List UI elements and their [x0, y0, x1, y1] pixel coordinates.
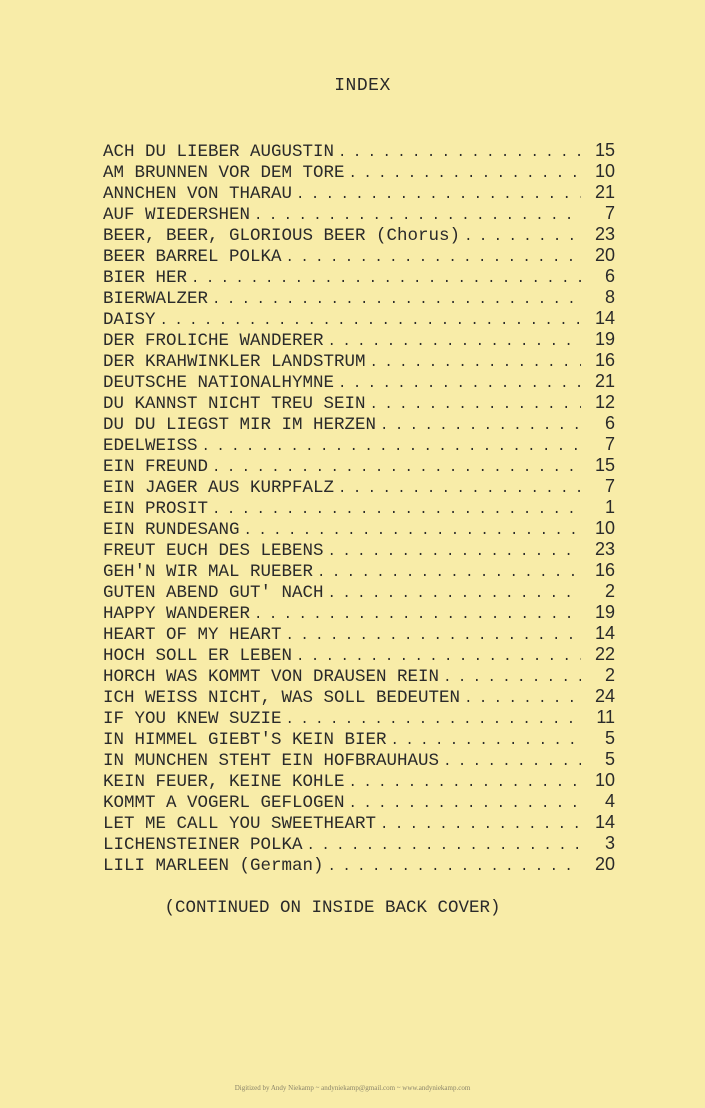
index-entry — [103, 770, 615, 791]
entry-title: BEER, BEER, GLORIOUS BEER (Chorus) — [103, 226, 461, 245]
dot-leader — [191, 269, 581, 287]
index-entry — [103, 581, 615, 602]
dot-leader — [160, 311, 581, 329]
entry-page-number: 22 — [594, 644, 615, 664]
index-entry — [103, 812, 615, 833]
dot-leader — [349, 794, 581, 812]
entry-page-number: 20 — [594, 854, 615, 874]
entry-page-number: 14 — [594, 812, 615, 832]
dot-leader — [286, 248, 581, 266]
index-entry — [103, 266, 615, 287]
entry-page-number: 14 — [594, 308, 615, 328]
index-entry — [103, 644, 615, 665]
dot-leader — [349, 164, 581, 182]
index-entry — [103, 245, 615, 266]
dot-leader — [380, 815, 581, 833]
index-entry — [103, 182, 615, 203]
dot-leader — [254, 605, 581, 623]
dot-leader — [443, 668, 581, 686]
dot-leader — [286, 626, 581, 644]
entry-page-number: 21 — [594, 371, 615, 391]
entry-title: BIERWALZER — [103, 289, 209, 308]
entry-title: EIN RUNDESANG — [103, 520, 240, 539]
index-entry — [103, 854, 615, 875]
entry-page-number: 11 — [596, 707, 615, 727]
index-entry — [103, 455, 615, 476]
dot-leader — [370, 353, 581, 371]
entry-page-number: 19 — [594, 329, 615, 349]
entry-title: ANNCHEN VON THARAU — [103, 184, 293, 203]
dot-leader — [307, 836, 581, 854]
entry-title: HAPPY WANDERER — [103, 604, 251, 623]
entry-page-number: 15 — [594, 140, 615, 160]
index-entry — [103, 665, 615, 686]
entry-title: HORCH WAS KOMMT VON DRAUSEN REIN — [103, 667, 440, 686]
continued-note: (CONTINUED ON INSIDE BACK COVER) — [164, 898, 501, 918]
dot-leader — [328, 857, 581, 875]
entry-title: AUF WIEDERSHEN — [103, 205, 251, 224]
index-entry — [103, 371, 615, 392]
index-entry — [103, 539, 615, 560]
entry-title: IN MUNCHEN STEHT EIN HOFBRAUHAUS — [103, 751, 440, 770]
entry-title: DEUTSCHE NATIONALHYMNE — [103, 373, 335, 392]
entry-page-number: 5 — [604, 728, 615, 748]
entry-title: LILI MARLEEN (German) — [103, 856, 324, 875]
dot-leader — [338, 374, 581, 392]
entry-title: LET ME CALL YOU SWEETHEART — [103, 814, 377, 833]
index-entry — [103, 224, 615, 245]
entry-title: EIN JAGER AUS KURPFALZ — [103, 478, 335, 497]
dot-leader — [464, 689, 581, 707]
entry-title: DU DU LIEGST MIR IM HERZEN — [103, 415, 377, 434]
entry-page-number: 20 — [594, 245, 615, 265]
dot-leader — [464, 227, 581, 245]
entry-title: ICH WEISS NICHT, WAS SOLL BEDEUTEN — [103, 688, 461, 707]
entry-title: DER FROLICHE WANDERER — [103, 331, 324, 350]
entry-page-number: 15 — [594, 455, 615, 475]
entry-title: KEIN FEUER, KEINE KOHLE — [103, 772, 345, 791]
entry-title: AM BRUNNEN VOR DEM TORE — [103, 163, 345, 182]
entry-page-number: 3 — [604, 833, 615, 853]
entry-title: EIN PROSIT — [103, 499, 209, 518]
index-entry — [103, 161, 615, 182]
entry-title: IN HIMMEL GIEBT'S KEIN BIER — [103, 730, 387, 749]
entry-page-number: 7 — [604, 203, 615, 223]
page-title: INDEX — [334, 76, 391, 96]
index-entry — [103, 791, 615, 812]
entry-title: HEART OF MY HEART — [103, 625, 282, 644]
index-entry — [103, 833, 615, 854]
entry-page-number: 5 — [604, 749, 615, 769]
index-entry — [103, 602, 615, 623]
dot-leader — [338, 143, 581, 161]
entry-title: KOMMT A VOGERL GEFLOGEN — [103, 793, 345, 812]
entry-page-number: 19 — [594, 602, 615, 622]
dot-leader — [212, 290, 581, 308]
entry-page-number: 10 — [594, 770, 615, 790]
index-entry — [103, 749, 615, 770]
dot-leader — [202, 437, 581, 455]
dot-leader — [286, 710, 581, 728]
index-entry — [103, 413, 615, 434]
entry-page-number: 23 — [594, 539, 615, 559]
dot-leader — [380, 416, 581, 434]
index-entry — [103, 476, 615, 497]
dot-leader — [328, 542, 581, 560]
entry-title: IF YOU KNEW SUZIE — [103, 709, 282, 728]
entry-title: FREUT EUCH DES LEBENS — [103, 541, 324, 560]
index-entry — [103, 434, 615, 455]
entry-page-number: 2 — [604, 581, 615, 601]
entry-page-number: 24 — [594, 686, 615, 706]
entry-page-number: 7 — [604, 434, 615, 454]
entry-page-number: 6 — [604, 413, 615, 433]
dot-leader — [244, 521, 581, 539]
dot-leader — [212, 458, 581, 476]
index-entry — [103, 497, 615, 518]
entry-page-number: 6 — [604, 266, 615, 286]
entry-page-number: 10 — [594, 161, 615, 181]
entry-title: GEH'N WIR MAL RUEBER — [103, 562, 314, 581]
entry-page-number: 4 — [604, 791, 615, 811]
entry-page-number: 7 — [604, 476, 615, 496]
dot-leader — [254, 206, 581, 224]
index-entry — [103, 623, 615, 644]
index-entry — [103, 707, 615, 728]
entry-page-number: 10 — [594, 518, 615, 538]
entry-page-number: 16 — [594, 560, 615, 580]
index-entry — [103, 728, 615, 749]
index-entry — [103, 686, 615, 707]
entry-title: EDELWEISS — [103, 436, 198, 455]
entry-page-number: 14 — [594, 623, 615, 643]
dot-leader — [296, 647, 581, 665]
dot-leader — [328, 584, 581, 602]
index-list — [103, 140, 615, 875]
dot-leader — [296, 185, 581, 203]
index-entry — [103, 140, 615, 161]
dot-leader — [212, 500, 581, 518]
index-entry — [103, 308, 615, 329]
entry-title: LICHENSTEINER POLKA — [103, 835, 303, 854]
dot-leader — [317, 563, 581, 581]
index-entry — [103, 329, 615, 350]
dot-leader — [370, 395, 581, 413]
index-entry — [103, 287, 615, 308]
entry-title: DAISY — [103, 310, 156, 329]
dot-leader — [391, 731, 581, 749]
entry-page-number: 16 — [594, 350, 615, 370]
entry-title: EIN FREUND — [103, 457, 209, 476]
entry-page-number: 1 — [604, 497, 615, 517]
dot-leader — [349, 773, 581, 791]
index-entry — [103, 518, 615, 539]
entry-title: DU KANNST NICHT TREU SEIN — [103, 394, 366, 413]
entry-page-number: 21 — [594, 182, 615, 202]
index-entry — [103, 560, 615, 581]
entry-page-number: 2 — [604, 665, 615, 685]
entry-page-number: 23 — [594, 224, 615, 244]
entry-title: GUTEN ABEND GUT' NACH — [103, 583, 324, 602]
dot-leader — [338, 479, 581, 497]
entry-page-number: 8 — [604, 287, 615, 307]
index-entry — [103, 203, 615, 224]
footer-credit: Digitized by Andy Niekamp ~ andyniekamp@gmail.com ~ www.andyniekamp.com — [234, 1084, 471, 1092]
entry-title: DER KRAHWINKLER LANDSTRUM — [103, 352, 366, 371]
index-entry — [103, 350, 615, 371]
dot-leader — [443, 752, 581, 770]
entry-title: BEER BARREL POLKA — [103, 247, 282, 266]
entry-title: ACH DU LIEBER AUGUSTIN — [103, 142, 335, 161]
index-entry — [103, 392, 615, 413]
entry-title: HOCH SOLL ER LEBEN — [103, 646, 293, 665]
entry-page-number: 12 — [594, 392, 615, 412]
dot-leader — [328, 332, 581, 350]
entry-title: BIER HER — [103, 268, 188, 287]
